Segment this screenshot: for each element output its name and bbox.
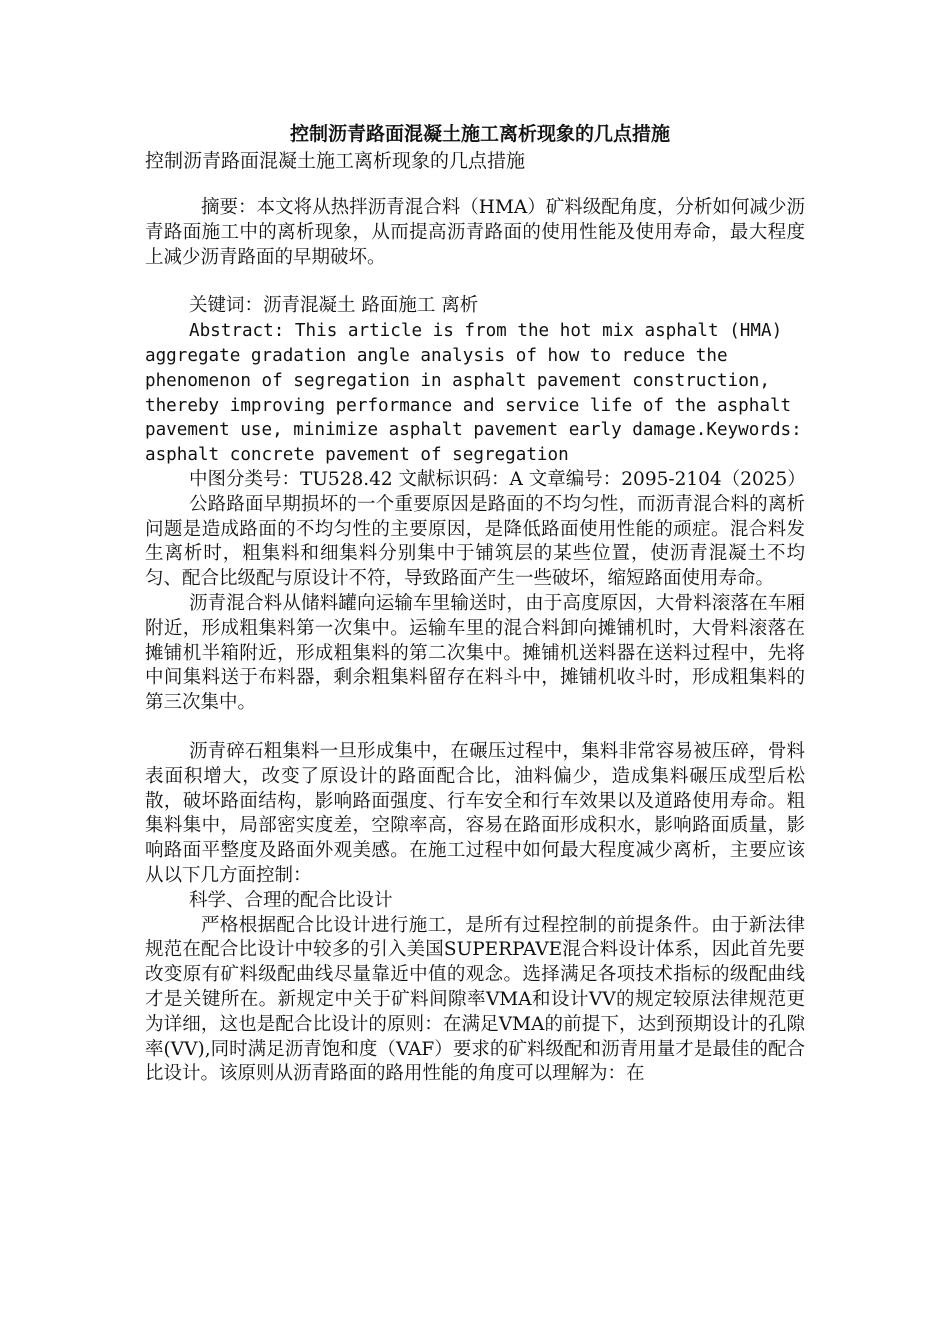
body-paragraph-2: 沥青混合料从储料罐向运输车里输送时，由于高度原因，大骨料滚落在车厢附近，形成粗集料第一次集中。运输车里的混合料卸向摊铺机时，大骨料滚落在摊铺机半箱附近，形成粗集料的第二次集中。摊铺机送料器在送料过程中，先将中间集料送于布料器，剩余粗集料留存在料斗中，摊铺机收斗时，形成粗集料的第三次集中。 xyxy=(145,592,805,714)
document-title: 控制沥青路面混凝土施工离析现象的几点措施 xyxy=(289,123,670,145)
keywords-cn: 关键词：沥青混凝土 路面施工 离析 xyxy=(189,295,479,317)
body-paragraph-1: 公路路面早期损坏的一个重要原因是路面的不均匀性，而沥青混合料的离析问题是造成路面的不均匀性的主要原因，是降低路面使用性能的顽症。混合料发生离析时，粗集料和细集料分别集中于铺筑层的某些位置，使沥青混凝土不均匀、配合比级配与原设计不符，导致路面产生一些破坏，缩短路面使用寿命。 xyxy=(145,493,805,590)
abstract-en: Abstract: This article is from the hot mix asphalt (HMA) aggregate gradation angle analysis of how to reduce the phenomenon of segregation in asphalt pavement construction, thereby improving performance and service life of the asphalt pavement use, minimize asphalt pavement early damage.Keywords: asphalt concrete pavement of segregation xyxy=(145,321,802,466)
classification-line: 中图分类号：TU528.42 文献标识码：A 文章编号：2095-2104（2025） xyxy=(189,468,806,490)
section-paragraph: 严格根据配合比设计进行施工，是所有过程控制的前提条件。由于新法律规范在配合比设计中较多的引入美国SUPERPAVE混合料设计体系，因此首先要改变原有矿料级配曲线尽量靠近中值的观念。选择满足各项技术指标的级配曲线才是关键所在。新规定中关于矿料间隙率VMA和设计VV的规定较原法律规范更为详细，这也是配合比设计的原则：在满足VMA的前提下，达到预期设计的孔隙率(VV),同时满足沥青饱和度（VAF）要求的矿料级配和沥青用量才是最佳的配合比设计。该原则从沥青路面的路用性能的角度可以理解为：在 xyxy=(145,914,805,1085)
document-subtitle: 控制沥青路面混凝土施工离析现象的几点措施 xyxy=(145,150,526,172)
abstract-cn: 摘要：本文将从热拌沥青混合料（HMA）矿料级配角度，分析如何减少沥青路面施工中的离析现象，从而提高沥青路面的使用性能及使用寿命，最大程度上减少沥青路面的早期破坏。 xyxy=(145,197,805,268)
body-paragraph-3: 沥青碎石粗集料一旦形成集中，在碾压过程中，集料非常容易被压碎，骨料表面积增大，改变了原设计的路面配合比，油料偏少，造成集料碾压成型后松散，破坏路面结构，影响路面强度、行车安全和行车效果以及道路使用寿命。粗集料集中，局部密实度差，空隙率高，容易在路面形成积水，影响路面质量，影响路面平整度及路面外观美感。在施工过程中如何最大程度减少离析，主要应该从以下几方面控制： xyxy=(145,740,805,886)
document-page xyxy=(145,120,805,1087)
section-heading: 科学、合理的配合比设计 xyxy=(189,889,393,911)
